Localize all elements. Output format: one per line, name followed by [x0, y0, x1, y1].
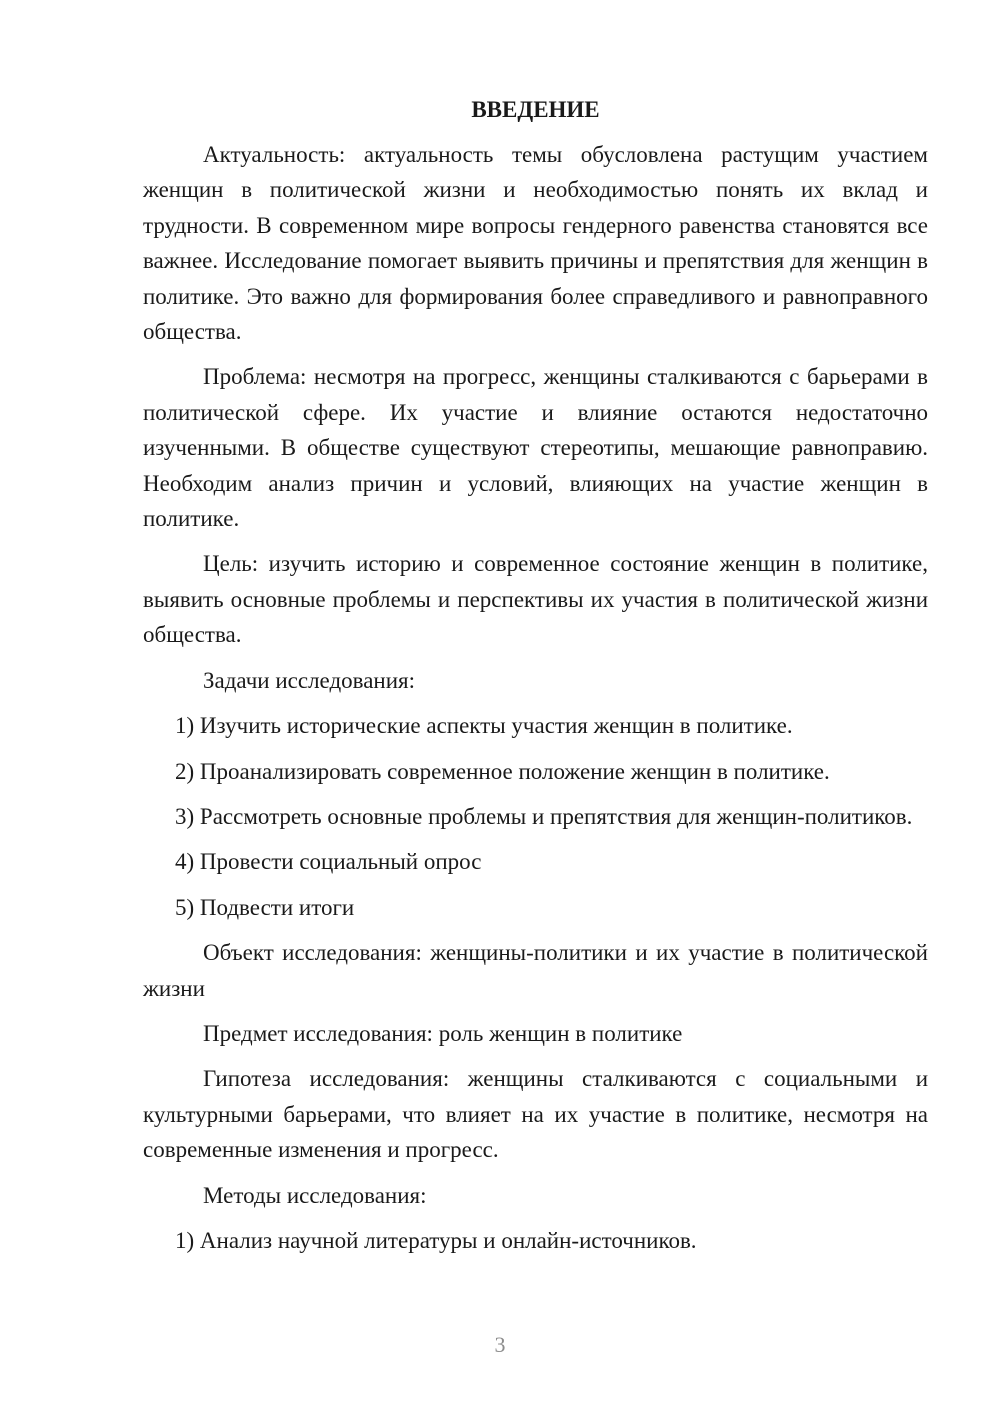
tasks-heading: Задачи исследования: [203, 667, 416, 693]
paragraph-problem: Проблема: несмотря на прогресс, женщины сталкиваются с барьерами в политической сфере. Их участие и влияние остаются недостаточно изученными. В обществе существуют стереотипы, мешающие равноправию. Необходим анализ причин и условий, влияющих на участие женщин в политике. [143, 364, 928, 532]
task-item-4: 4) Провести социальный опрос [175, 849, 482, 875]
page-title: ВВЕДЕНИЕ [471, 97, 600, 122]
page-content [143, 92, 928, 1268]
paragraph-hypothesis: Гипотеза исследования: женщины сталкиваются с социальными и культурными барьерами, что влияет на их участие в политике, несмотря на современные изменения и прогресс. [143, 1066, 928, 1163]
methods-heading: Методы исследования: [203, 1182, 427, 1208]
task-item-3: 3) Рассмотреть основные проблемы и препятствия для женщин-политиков. [175, 803, 913, 829]
task-item-2: 2) Проанализировать современное положение женщин в политике. [175, 758, 830, 784]
paragraph-subject: Предмет исследования: роль женщин в политике [203, 1020, 683, 1046]
paragraph-goal: Цель: изучить историю и современное состояние женщин в политике, выявить основные проблемы и перспективы их участия в политической жизни общества. [143, 551, 928, 648]
task-item-1: 1) Изучить исторические аспекты участия женщин в политике. [175, 713, 793, 739]
page-number: 3 [494, 1332, 506, 1357]
method-item-1: 1) Анализ научной литературы и онлайн-источников. [175, 1227, 697, 1253]
paragraph-object: Объект исследования: женщины-политики и их участие в политической жизни [143, 940, 928, 1001]
task-item-5: 5) Подвести итоги [175, 894, 355, 920]
paragraph-relevance: Актуальность: актуальность темы обусловлена растущим участием женщин в политической жизни и необходимостью понять их вклад и трудности. В современном мире вопросы гендерного равенства становятся все важнее. Исследование помогает выявить причины и препятствия для женщин в политике. Это важно для формирования более справедливого и равноправного общества. [143, 142, 928, 345]
